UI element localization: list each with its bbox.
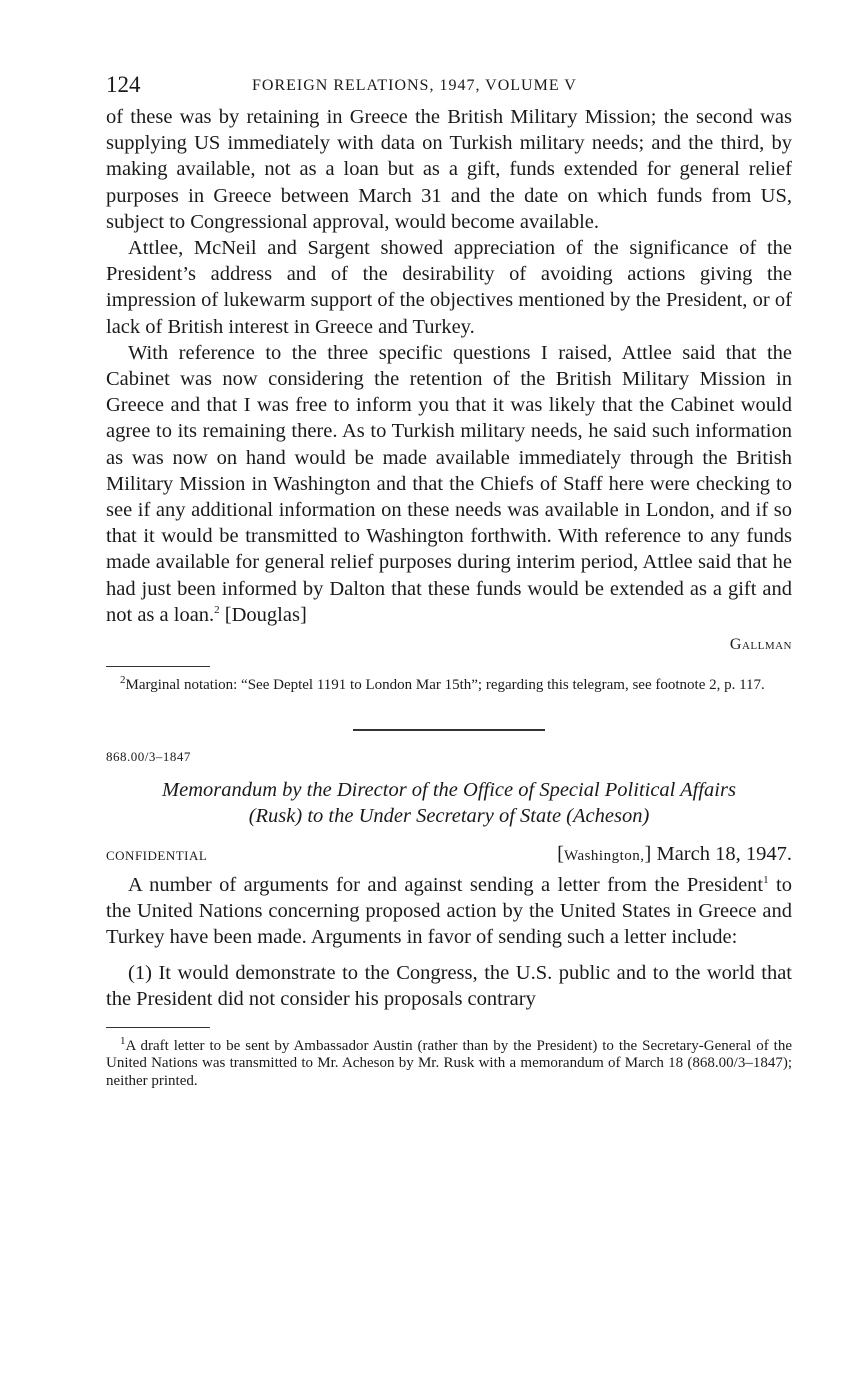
document-title — [106, 777, 792, 829]
page-header — [106, 70, 792, 104]
footnote-1 — [106, 1034, 792, 1091]
memo-paragraph-1-b: to the United Nations concerning proposed action by the United States in Greece and Turkey have been made. Arguments in favor of sending such a letter include: — [106, 873, 792, 948]
footnote-ref-1: 1 — [763, 873, 769, 886]
signature-name: Gallman — [729, 636, 792, 654]
continuation-paragraph-1: of these was by retaining in Greece the British Military Mission; the second was supplying US immediately with data on Turkish military needs; and the third, by making available, not as a loan but as a gift, funds extended for general relief purposes in Greece between March 31 and the date on which funds from US, subject to Congressional approval, would become available. — [106, 106, 792, 233]
classification-label: CONFIDENTIAL — [106, 847, 208, 863]
document-separator — [353, 729, 545, 731]
dateline: [Washington,] March 18, 1947. — [557, 842, 792, 865]
title-line-2: (Rusk) to the Under Secretary of State (Acheson) — [248, 804, 650, 827]
dateline-place: Washington, — [563, 847, 645, 864]
footnote-2 — [106, 674, 792, 695]
footnote-1-text: A draft letter to be sent by Ambassador Austin (rather than by the President) to the Secretary-General of the United Nations was transmitted to Mr. Acheson by Mr. Rusk with a memorandum of March 18 (868.00/3–1847); neither printed. — [106, 1037, 792, 1089]
footnote-2-text: Marginal notation: “See Deptel 1191 to London Mar 15th”; regarding this telegram, see footnote 2, p. 117. — [125, 677, 765, 694]
dateline-date: March 18, 1947. — [656, 842, 792, 865]
continuation-paragraph-2: Attlee, McNeil and Sargent showed appreciation of the significance of the President’s address and of the desirability of avoiding actions giving the impression of lukewarm support of the objectives mentioned by the President, or of lack of British interest in Greece and Turkey. — [106, 237, 792, 338]
title-line-1: Memorandum by the Director of the Office of Special Political Affairs — [162, 778, 736, 801]
file-number: 868.00/3–1847 — [106, 748, 191, 764]
memo-paragraph-1-a: A number of arguments for and against sending a letter from the President — [128, 873, 764, 896]
footnote-divider-2 — [106, 1027, 210, 1028]
paragraph-3-text: With reference to the three specific questions I raised, Attlee said that the Cabinet was now considering the retention of the British Military Mission in Greece and that I was free to inform you that it was likely that the Cabinet would agree to its remaining there. As to Turkish military needs, he said such information as was now on hand would be made available immediately through the British Military Mission in Washington and that the Chiefs of Staff here were checking to see if any additional information on these needs was available in London, and if so that it would be transmitted to Washington forthwith. With reference to any funds made available for general relief purposes during interim period, Attlee said that he had just been informed by Dalton that these funds would be extended as a gift and not as a loan. — [106, 341, 792, 626]
footnote-ref-2: 2 — [214, 604, 220, 617]
footnote-divider — [106, 666, 210, 667]
page-number: 124 — [106, 72, 141, 97]
document-page — [106, 70, 792, 1090]
running-head: FOREIGN RELATIONS, 1947, VOLUME V — [252, 77, 577, 94]
memo-paragraph-2: (1) It would demonstrate to the Congress, the U.S. public and to the world that the President did not consider his proposals contrary — [106, 962, 792, 1011]
closing-bracket: [Douglas] — [224, 603, 307, 626]
memo-paragraph-1 — [106, 872, 792, 951]
classification-row — [106, 843, 792, 866]
footnote-1-marker: 1 — [120, 1034, 126, 1047]
continuation-paragraph-3 — [106, 340, 792, 628]
signature — [106, 632, 792, 658]
footnote-2-marker: 2 — [120, 674, 126, 687]
